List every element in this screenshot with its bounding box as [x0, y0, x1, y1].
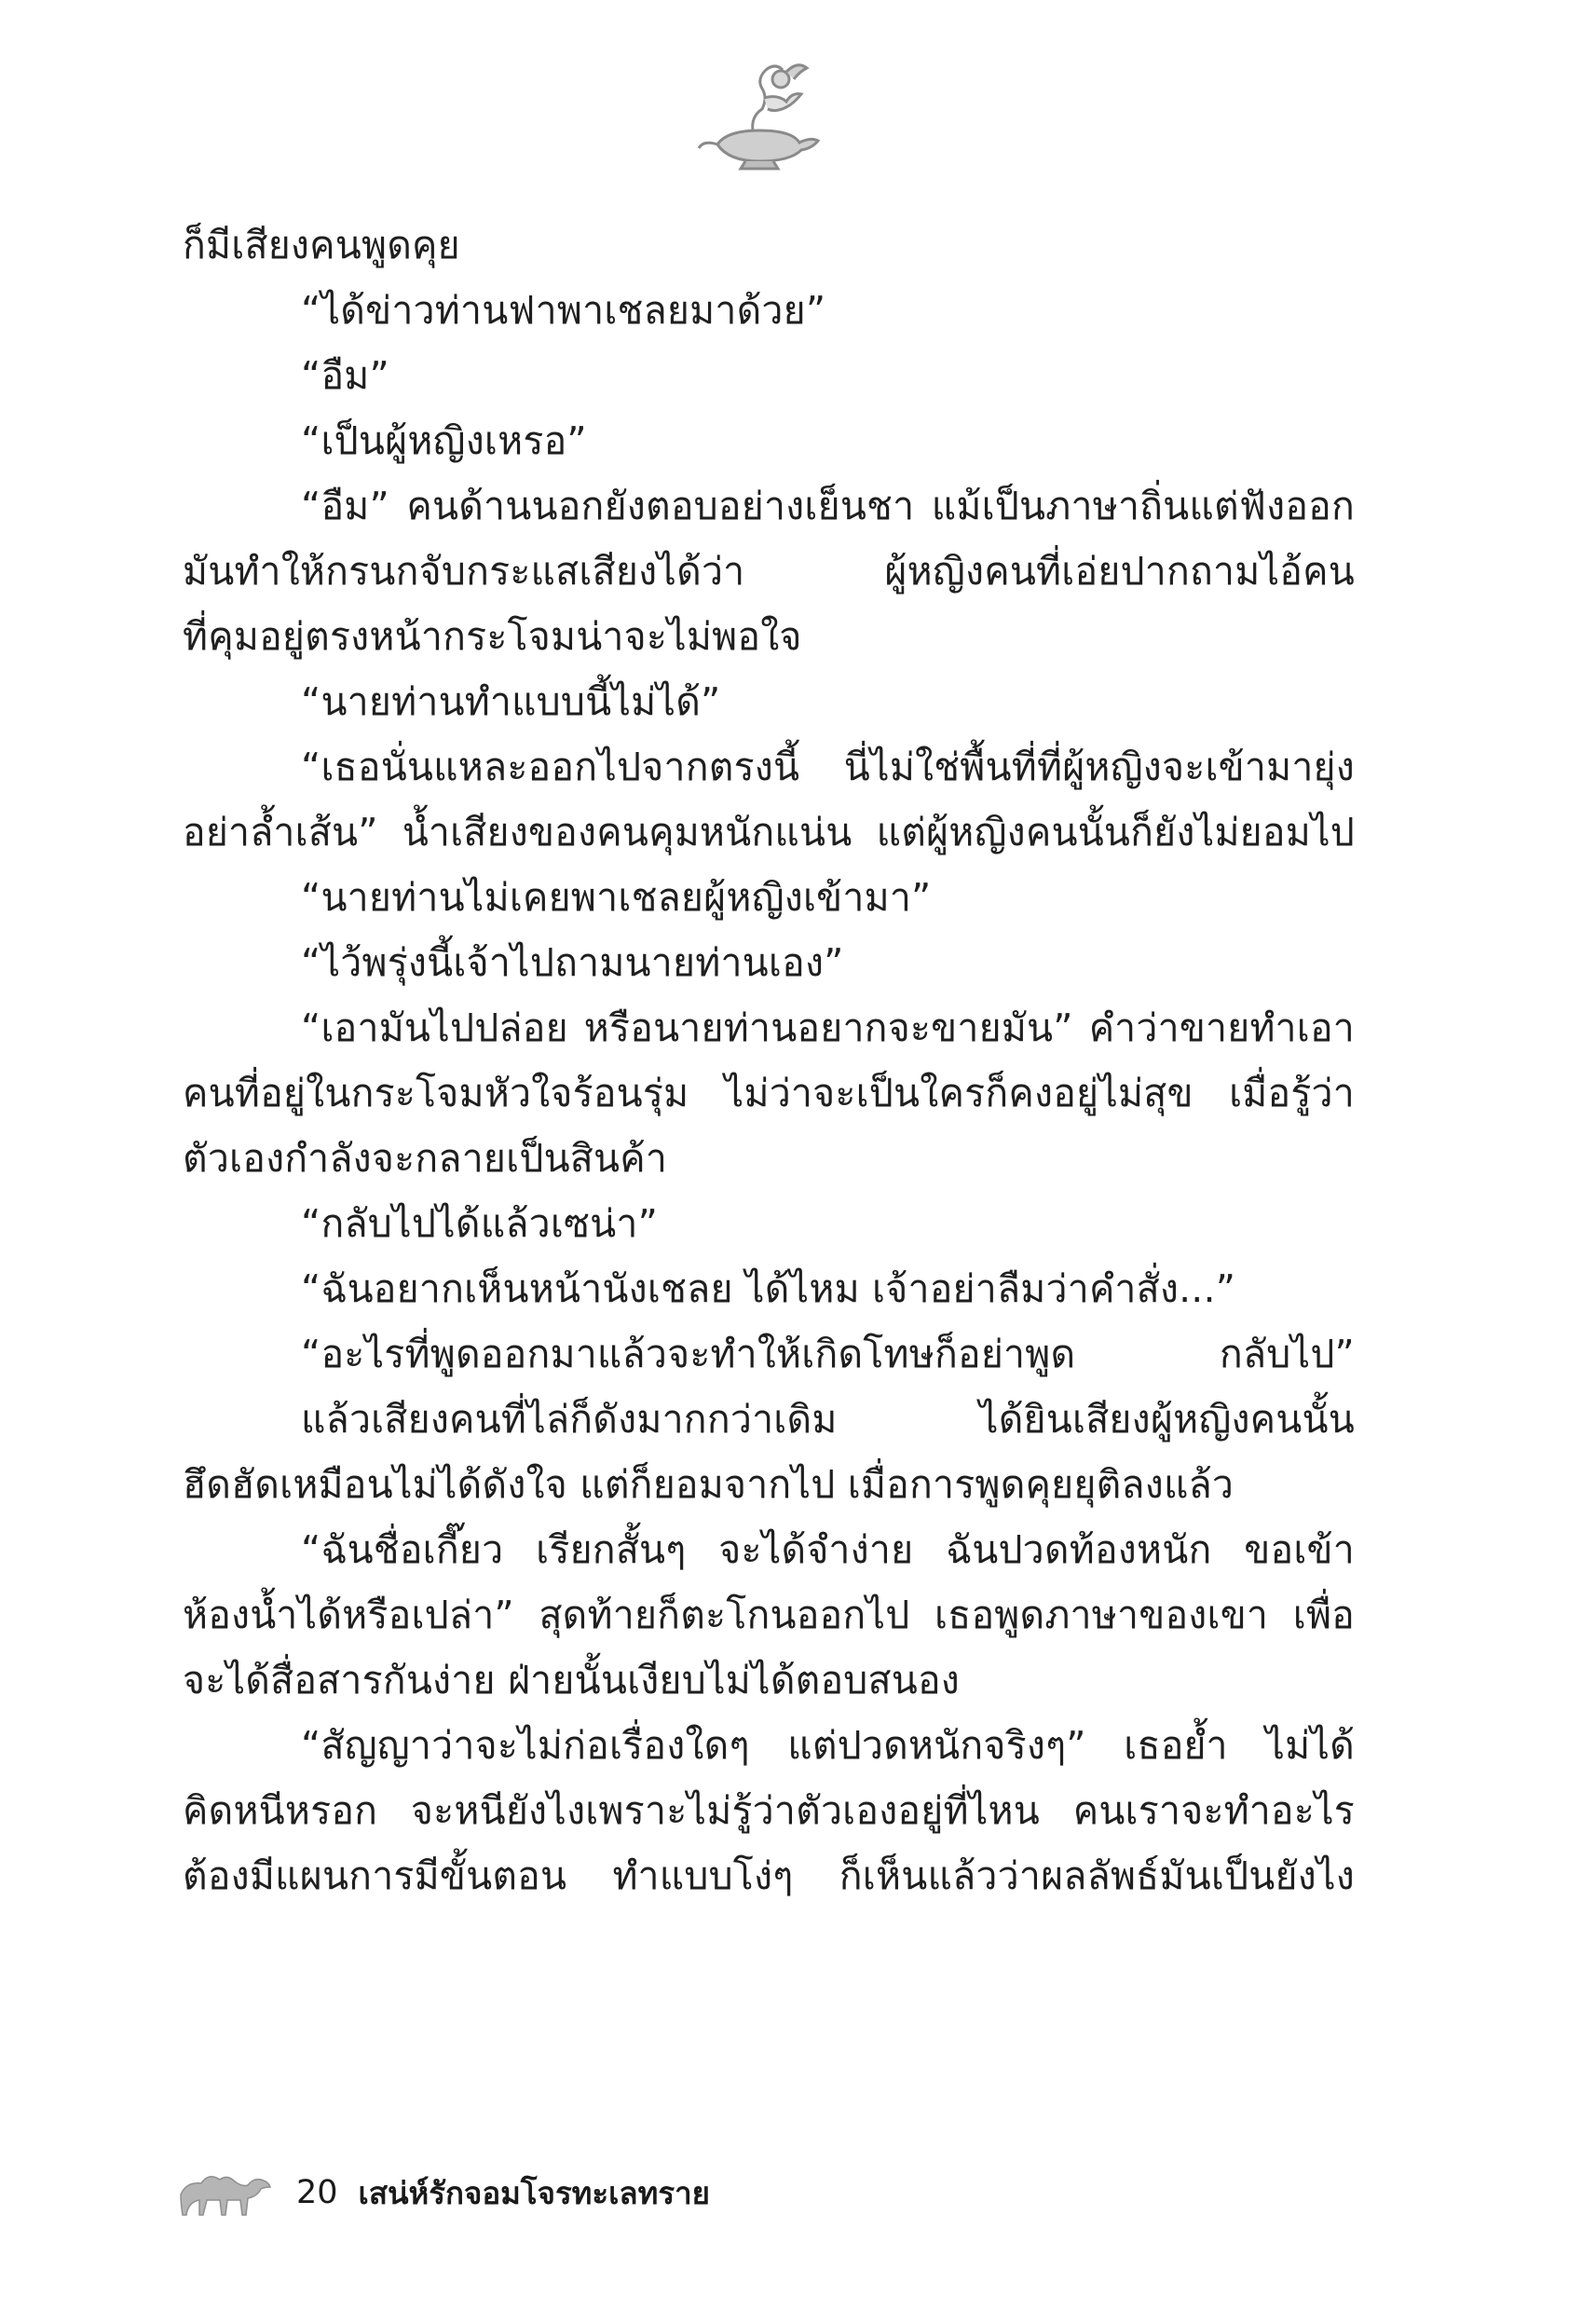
text-line: “อะไรที่พูดออกมาแล้วจะทำให้เกิดโทษก็อย่าพูด กลับไป”	[301, 1332, 1355, 1376]
text-line: “เอามันไปปล่อย หรือนายท่านอยากจะขายมัน” คำว่าขายทำเอา	[301, 1005, 1355, 1050]
text-line: ฮึดฮัดเหมือนไม่ได้ดังใจ แต่ก็ยอมจากไป เมื่อการพูดคุยยุติลงแล้ว	[183, 1462, 1235, 1507]
text-line: ห้องน้ำได้หรือเปล่า” สุดท้ายก็ตะโกนออกไป เธอพูดภาษาของเขา เพื่อ	[183, 1593, 1355, 1637]
text-line: จะได้สื่อสารกันง่าย ฝ่ายนั้นเงียบไม่ได้ตอบสนอง	[183, 1658, 961, 1702]
text-line: ที่คุมอยู่ตรงหน้ากระโจมน่าจะไม่พอใจ	[183, 614, 802, 659]
text-line: “สัญญาว่าจะไม่ก่อเรื่องใดๆ แต่ปวดหนักจริงๆ” เธอย้ำ ไม่ได้	[301, 1723, 1355, 1768]
text-line: ต้องมีแผนการมีขั้นตอน ทำแบบโง่ๆ ก็เห็นแล้วว่าผลลัพธ์มันเป็นยังไง	[183, 1853, 1355, 1898]
text-line: “ไว้พรุ่งนี้เจ้าไปถามนายท่านเอง”	[301, 940, 844, 985]
text-line: “อืม” คนด้านนอกยังตอบอย่างเย็นชา แม้เป็นภาษาถิ่นแต่ฟังออก	[301, 484, 1355, 528]
genie-lamp-icon	[689, 51, 829, 172]
text-line: คนที่อยู่ในกระโจมหัวใจร้อนรุ่ม ไม่ว่าจะเป็นใครก็คงอยู่ไม่สุข เมื่อรู้ว่า	[183, 1071, 1355, 1115]
text-line: ก็มีเสียงคนพูดคุย	[183, 223, 460, 267]
text-line: มันทำให้กรนกจับกระแสเสียงได้ว่า ผู้หญิงคนที่เอ่ยปากถามไอ้คน	[183, 549, 1355, 594]
text-line: คิดหนีหรอก จะหนียังไงเพราะไม่รู้ว่าตัวเองอยู่ที่ไหน คนเราจะทำอะไร	[183, 1788, 1355, 1833]
text-line: “กลับไปได้แล้วเซน่า”	[301, 1201, 659, 1246]
book-title: เสน่ห์รักจอมโจรทะเลทราย	[358, 2174, 711, 2211]
body-text	[183, 212, 1355, 1908]
text-line: “เป็นผู้หญิงเหรอ”	[301, 418, 587, 463]
text-line: “นายท่านทำแบบนี้ไม่ได้”	[301, 679, 721, 724]
page-number: 20	[296, 2174, 338, 2211]
text-line: “ฉันชื่อเกี๊ยว เรียกสั้นๆ จะได้จำง่าย ฉันปวดท้องหนัก ขอเข้า	[301, 1527, 1355, 1572]
page-footer	[173, 2160, 710, 2225]
text-line: “ฉันอยากเห็นหน้านังเชลย ได้ไหม เจ้าอย่าลืมว่าคำสั่ง...”	[301, 1266, 1236, 1311]
text-line: “ได้ข่าวท่านฟาพาเชลยมาด้วย”	[301, 288, 826, 333]
text-line: อย่าล้ำเส้น” น้ำเสียงของคนคุมหนักแน่น แต่ผู้หญิงคนนั้นก็ยังไม่ยอมไป	[183, 810, 1355, 855]
text-line: “เธอนั่นแหละออกไปจากตรงนี้ นี่ไม่ใช่พื้นที่ที่ผู้หญิงจะเข้ามายุ่ง	[301, 745, 1355, 789]
text-line: “อืม”	[301, 353, 389, 398]
text-line: ตัวเองกำลังจะกลายเป็นสินค้า	[183, 1136, 668, 1181]
text-line: แล้วเสียงคนที่ไล่ก็ดังมากกว่าเดิม ได้ยินเสียงผู้หญิงคนนั้น	[301, 1397, 1355, 1442]
camel-icon	[173, 2167, 276, 2219]
text-line: “นายท่านไม่เคยพาเชลยผู้หญิงเข้ามา”	[301, 875, 932, 920]
